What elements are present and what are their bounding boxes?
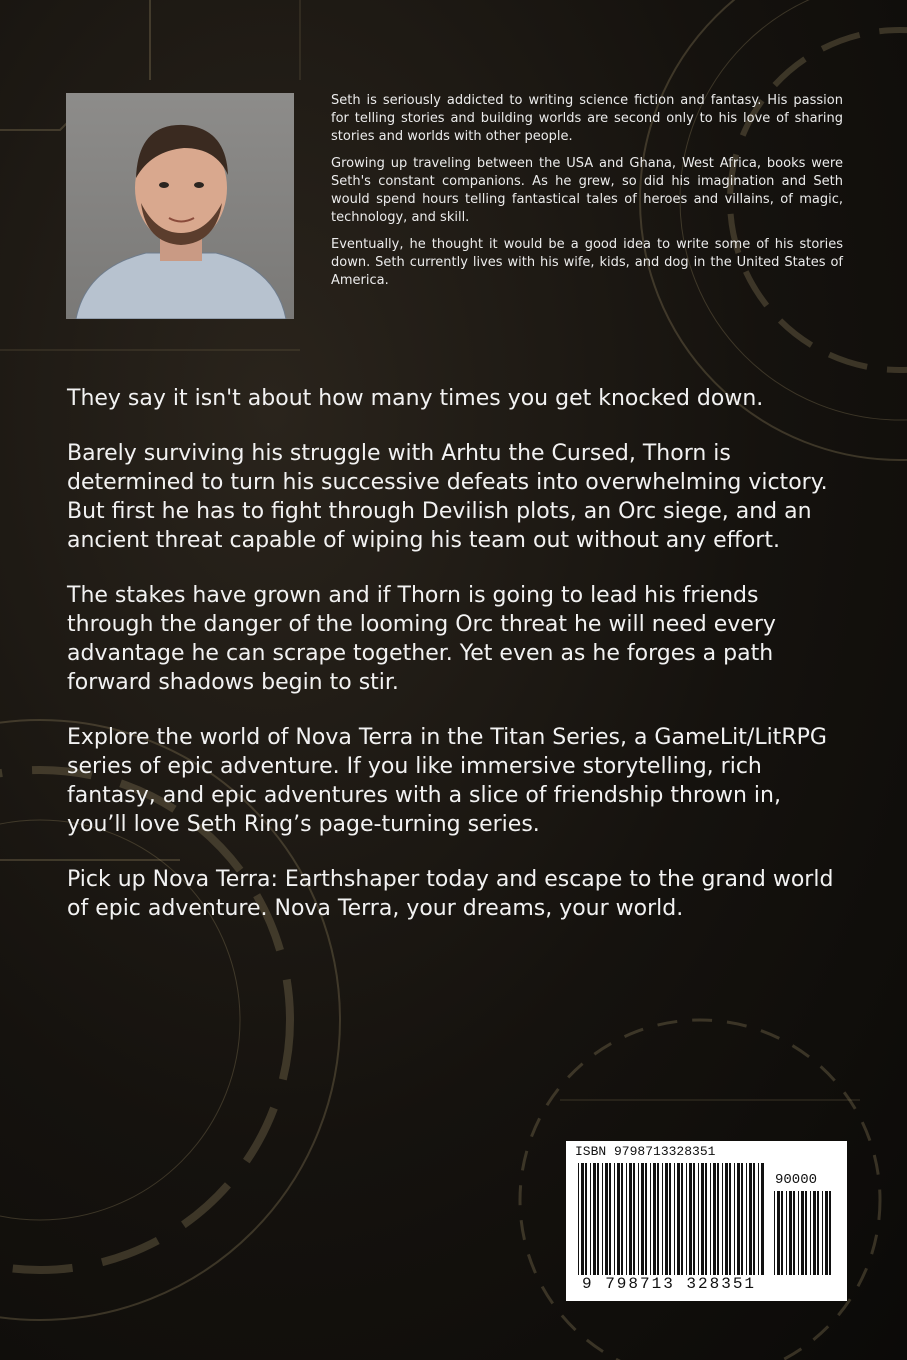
- barcode-bar: [746, 1163, 747, 1275]
- barcode-bar: [749, 1163, 752, 1275]
- barcode-bar: [698, 1163, 699, 1275]
- barcode-bar: [645, 1163, 647, 1275]
- barcode-bar: [817, 1191, 819, 1275]
- blurb-paragraph: The stakes have grown and if Thorn is going to lead his friends through the danger of the looming Orc threat he will need every advantage he can scrape together. Yet even as he forges a path forward shadows begin to stir.: [67, 583, 776, 695]
- author-photo: [66, 93, 294, 319]
- barcode-bar: [825, 1191, 828, 1275]
- price-code: 90000: [775, 1172, 818, 1188]
- isbn-label: ISBN 9798713328351: [575, 1144, 716, 1159]
- barcode-bar: [641, 1163, 644, 1275]
- barcode-bar: [761, 1163, 764, 1275]
- barcode-bar: [701, 1163, 704, 1275]
- barcode-bar: [789, 1191, 792, 1275]
- barcode-bar: [829, 1191, 831, 1275]
- barcode-bars-icon: [578, 1163, 764, 1275]
- barcode-bar: [617, 1163, 620, 1275]
- barcode-bar: [717, 1163, 719, 1275]
- barcode-bar: [665, 1163, 668, 1275]
- barcode-bar: [681, 1163, 683, 1275]
- barcode-bar: [689, 1163, 692, 1275]
- barcode-bar: [629, 1163, 632, 1275]
- barcode-bar: [638, 1163, 639, 1275]
- barcode-bar: [729, 1163, 731, 1275]
- barcode-bar: [798, 1191, 799, 1275]
- barcode-bar: [597, 1163, 599, 1275]
- barcode-bar: [609, 1163, 611, 1275]
- barcode-bar: [801, 1191, 804, 1275]
- barcode-bar: [737, 1163, 740, 1275]
- barcode-bar: [602, 1163, 603, 1275]
- barcode-bar: [614, 1163, 615, 1275]
- barcode-bar: [633, 1163, 635, 1275]
- barcode-bar: [677, 1163, 680, 1275]
- barcode-bar: [590, 1163, 591, 1275]
- barcode-bar: [693, 1163, 695, 1275]
- author-portrait-icon: [66, 93, 294, 319]
- barcode-bar: [650, 1163, 651, 1275]
- barcode-bar: [669, 1163, 671, 1275]
- author-bio-paragraph: Seth is seriously addicted to writing science fiction and fantasy. His passion for telling stories and building worlds are second only to his love of sharing stories and worlds with other people.: [331, 93, 843, 144]
- barcode-bar: [657, 1163, 659, 1275]
- barcode-bar: [662, 1163, 663, 1275]
- barcode-bar: [581, 1163, 584, 1275]
- barcode-bar: [810, 1191, 811, 1275]
- barcode-bar: [705, 1163, 707, 1275]
- barcode-bar: [653, 1163, 656, 1275]
- barcode-bar: [713, 1163, 716, 1275]
- barcode-bar: [710, 1163, 711, 1275]
- blurb-paragraph: Barely surviving his struggle with Arhtu the Cursed, Thorn is determined to turn his successive defeats into overwhelming victory. But first he has to fight through Devilish plots, an Orc siege, and an ancient threat capable of wiping his team out without any effort.: [67, 441, 828, 553]
- barcode-bar: [626, 1163, 627, 1275]
- barcode-bar: [593, 1163, 596, 1275]
- book-blurb: [67, 384, 847, 949]
- barcode-bar: [734, 1163, 735, 1275]
- barcode-bar: [621, 1163, 623, 1275]
- barcode-bar: [774, 1191, 775, 1275]
- barcode-digits: 9 798713 328351: [582, 1275, 757, 1293]
- barcode-bar: [741, 1163, 743, 1275]
- barcode-bar: [722, 1163, 723, 1275]
- barcode-bar: [758, 1163, 759, 1275]
- blurb-paragraph: They say it isn't about how many times you get knocked down.: [67, 386, 764, 411]
- barcode-bar: [585, 1163, 587, 1275]
- blurb-paragraph: Explore the world of Nova Terra in the Titan Series, a GameLit/LitRPG series of epic adventure. If you like immersive storytelling, rich fantasy, and epic adventures with a slice of friendship thrown in, you’ll love Seth Ring’s page-turning series.: [67, 725, 827, 837]
- barcode-bar: [786, 1191, 787, 1275]
- barcode-bar: [725, 1163, 728, 1275]
- barcode-bar: [578, 1163, 579, 1275]
- blurb-paragraph: Pick up Nova Terra: Earthshaper today and escape to the grand world of epic adventure. Nova Terra, your dreams, your world.: [67, 867, 834, 921]
- barcode-bar: [605, 1163, 608, 1275]
- addon-barcode-icon: [774, 1191, 836, 1275]
- barcode-bar: [674, 1163, 675, 1275]
- barcode-bar: [813, 1191, 816, 1275]
- barcode-bar: [777, 1191, 780, 1275]
- barcode-bar: [805, 1191, 807, 1275]
- barcode-bar: [822, 1191, 823, 1275]
- barcode-bar: [753, 1163, 755, 1275]
- barcode-bar: [781, 1191, 783, 1275]
- barcode-bar: [793, 1191, 795, 1275]
- author-bio-paragraph: Eventually, he thought it would be a good idea to write some of his stories down. Seth currently lives with his wife, kids, and dog in the United States of America.: [331, 237, 843, 288]
- author-bio-paragraph: Growing up traveling between the USA and Ghana, West Africa, books were Seth's constant companions. As he grew, so did his imagination and Seth would spend hours telling fantastical tales of heroes and villains, of magic, technology, and skill.: [331, 156, 843, 225]
- barcode-bar: [686, 1163, 687, 1275]
- author-bio: [331, 92, 843, 299]
- isbn-barcode: [566, 1141, 847, 1301]
